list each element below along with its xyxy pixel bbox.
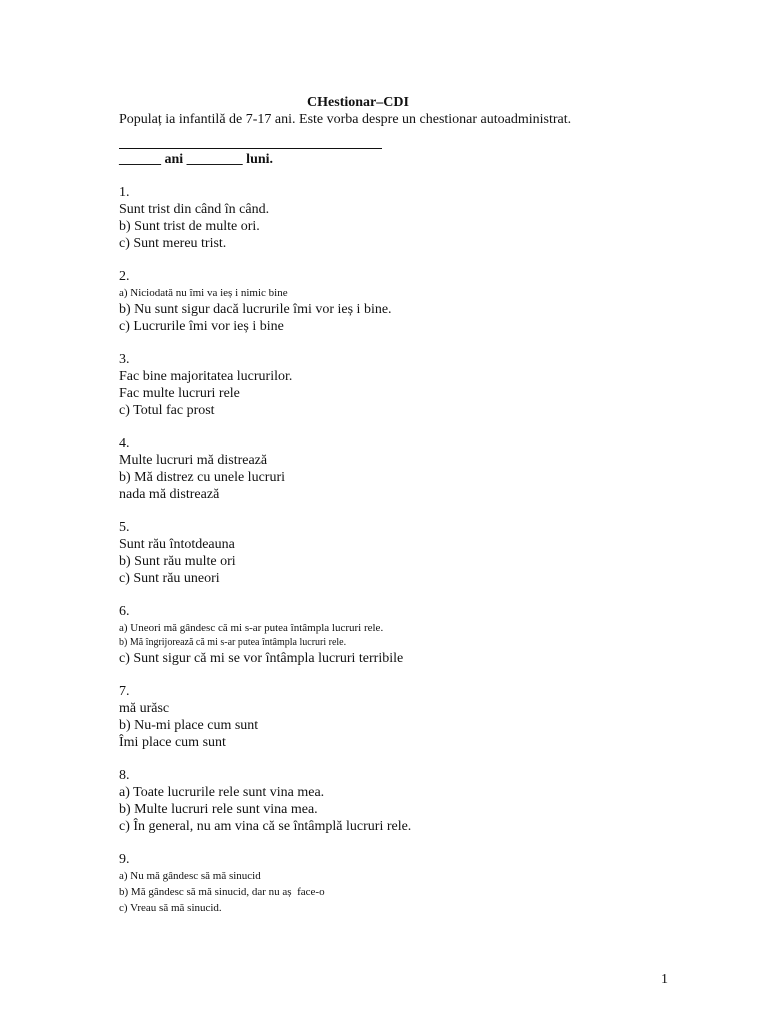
question-option: c) Totul fac prost xyxy=(119,403,215,418)
question-option: c) Sunt mereu trist. xyxy=(119,236,227,251)
question-8 xyxy=(119,767,679,835)
question-option: Sunt trist din când în când. xyxy=(119,202,270,217)
question-number: 4. xyxy=(119,436,130,451)
question-6 xyxy=(119,603,679,667)
question-number: 1. xyxy=(119,185,130,200)
question-option: nada mă distrează xyxy=(119,487,220,502)
question-number: 5. xyxy=(119,520,130,535)
question-option: b) Mă distrez cu unele lucruri xyxy=(119,470,285,485)
question-option: b) Nu-mi place cum sunt xyxy=(119,718,259,733)
question-option: b) Nu sunt sigur dacă lucrurile îmi vor ieș i bine. xyxy=(119,302,392,317)
question-option: c) Sunt sigur că mi se vor întâmpla lucruri terribile xyxy=(119,651,404,666)
question-number: 8. xyxy=(119,768,130,783)
question-3 xyxy=(119,351,679,419)
question-5 xyxy=(119,519,679,587)
question-option: a) Nu mă gândesc să mă sinucid xyxy=(119,870,261,882)
question-option: b) Sunt rău multe ori xyxy=(119,554,236,569)
document-title: CHestionar–CDI xyxy=(307,95,409,110)
question-option: c) Vreau să mă sinucid. xyxy=(119,902,222,914)
question-2 xyxy=(119,268,679,335)
question-number: 6. xyxy=(119,604,130,619)
question-option: b) Mă îngrijorează că mi s-ar putea întâmpla lucruri rele. xyxy=(119,637,347,648)
question-7 xyxy=(119,683,679,751)
question-option: Sunt rău întotdeauna xyxy=(119,537,235,552)
question-1 xyxy=(119,184,679,252)
questions-list xyxy=(119,184,679,916)
question-option: a) Niciodată nu îmi va ieș i nimic bine xyxy=(119,287,288,299)
question-number: 3. xyxy=(119,352,130,367)
question-option: mă urăsc xyxy=(119,701,170,716)
question-option: Îmi place cum sunt xyxy=(119,735,226,750)
question-option: c) Sunt rău uneori xyxy=(119,571,220,586)
page-number: 1 xyxy=(661,972,668,987)
question-option: Multe lucruri mă distrează xyxy=(119,453,268,468)
question-option: b) Mă gândesc să mă sinucid, dar nu aș face-o xyxy=(119,886,325,898)
question-option: a) Uneori mă gândesc că mi s-ar putea întâmpla lucruri rele. xyxy=(119,622,384,634)
question-option: Fac multe lucruri rele xyxy=(119,386,240,401)
name-blank-line xyxy=(119,136,382,149)
question-option: Fac bine majoritatea lucrurilor. xyxy=(119,369,293,384)
question-option: b) Multe lucruri rele sunt vina mea. xyxy=(119,802,318,817)
document-subtitle: Populaț ia infantilă de 7-17 ani. Este vorba despre un chestionar autoadministrat. xyxy=(119,112,572,127)
question-option: b) Sunt trist de multe ori. xyxy=(119,219,260,234)
age-blank-line: ______ ani ________ luni. xyxy=(119,152,274,167)
document-page xyxy=(119,94,679,916)
question-number: 7. xyxy=(119,684,130,699)
question-option: c) În general, nu am vina că se întâmplă lucruri rele. xyxy=(119,819,412,834)
question-4 xyxy=(119,435,679,503)
question-option: c) Lucrurile îmi vor ieș i bine xyxy=(119,319,284,334)
question-number: 9. xyxy=(119,852,130,867)
question-9 xyxy=(119,851,679,916)
question-number: 2. xyxy=(119,269,130,284)
question-option: a) Toate lucrurile rele sunt vina mea. xyxy=(119,785,325,800)
